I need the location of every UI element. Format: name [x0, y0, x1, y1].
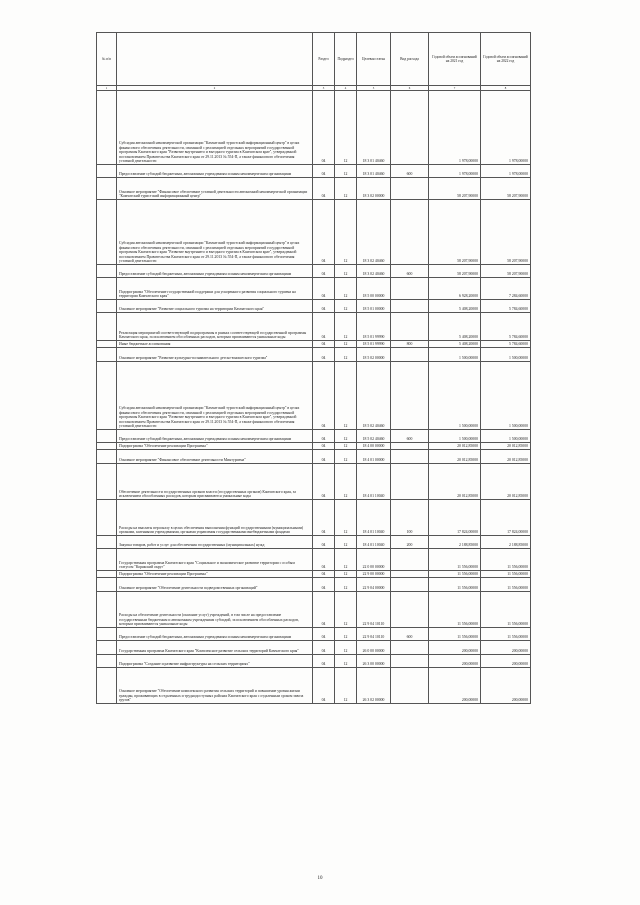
row-num-cell — [97, 265, 117, 278]
header-target: Целевая статья — [357, 33, 391, 86]
row-subsection: 12 — [335, 549, 357, 571]
row-amount-2021: 5 408,20000 — [429, 313, 481, 341]
row-amount-2021: 11 556,00000 — [429, 628, 481, 641]
header-name — [117, 33, 313, 86]
row-expense — [391, 91, 429, 165]
row-target: 18 3 02 40460 — [357, 200, 391, 265]
row-description: Закупка товаров, работ и услуг для обеспечения государственных (муниципальных) нужд — [117, 536, 313, 549]
row-description: Расходы на выплаты персоналу в целях обеспечения выполнения функций государственными (муниципальными) органами, казенными учреждениями, органами управления государственными внебюджетными фондами — [117, 500, 313, 536]
row-section: 04 — [313, 500, 335, 536]
table-row — [97, 578, 531, 592]
table-row — [97, 91, 531, 165]
row-section: 04 — [313, 536, 335, 549]
row-target: 18 5 01 99990 — [357, 341, 391, 348]
column-number: 3 — [313, 86, 335, 91]
row-expense: 600 — [391, 628, 429, 641]
row-expense: 600 — [391, 265, 429, 278]
row-amount-2022: 2 188,85000 — [481, 536, 531, 549]
row-description: Подпрограмма "Создание и развитие инфраструктуры на сельских территориях" — [117, 655, 313, 668]
row-description: Государственная программа Камчатского края "Комплексное развитие сельских территорий Камчатского края" — [117, 641, 313, 655]
row-expense — [391, 464, 429, 500]
row-target: 22 9 04 10110 — [357, 592, 391, 628]
row-amount-2022: 200,00000 — [481, 668, 531, 704]
row-num-cell — [97, 668, 117, 704]
row-amount-2021: 20 012,85000 — [429, 450, 481, 464]
row-subsection: 12 — [335, 300, 357, 313]
row-num-cell — [97, 91, 117, 165]
header-2021: Годовой объем ассигнований на 2021 год — [429, 33, 481, 86]
table-row — [97, 278, 531, 300]
row-target: 18 4 01 00000 — [357, 450, 391, 464]
row-section: 04 — [313, 592, 335, 628]
header-num: № п/п — [97, 33, 117, 86]
row-section: 04 — [313, 265, 335, 278]
row-expense — [391, 450, 429, 464]
row-amount-2022: 1 500,00000 — [481, 362, 531, 430]
row-amount-2021: 20 012,85000 — [429, 443, 481, 450]
row-expense — [391, 178, 429, 200]
row-section: 04 — [313, 178, 335, 200]
row-amount-2021: 2 188,85000 — [429, 536, 481, 549]
row-subsection: 12 — [335, 641, 357, 655]
row-subsection: 12 — [335, 348, 357, 362]
row-amount-2021: 11 556,00000 — [429, 549, 481, 571]
row-section: 04 — [313, 443, 335, 450]
row-description: Субсидия автономной некоммерческой организации "Камчатский туристский информационный центр" в целях финансового обеспечения деятельности, связанной с реализацией отдельных мероприятий государственной программы Камчатского края "Развитие внутреннего и въездного туризма в Камчатском крае", утвержденной постановлением Правительства Камчатского края от 29.11.2013 № 554-П, а также финансового обеспечения уставной деятельности — [117, 91, 313, 165]
row-amount-2022: 11 556,00000 — [481, 578, 531, 592]
row-amount-2022: 20 012,85000 — [481, 443, 531, 450]
header-section: Раздел — [313, 33, 335, 86]
row-target: 18 3 01 40460 — [357, 165, 391, 178]
table-header — [97, 33, 531, 86]
row-num-cell — [97, 178, 117, 200]
row-section: 04 — [313, 348, 335, 362]
row-section: 04 — [313, 450, 335, 464]
row-target: 18 5 02 40460 — [357, 430, 391, 443]
column-number: 2 — [117, 86, 313, 91]
row-section: 04 — [313, 165, 335, 178]
table-row — [97, 549, 531, 571]
row-amount-2021: 11 556,00000 — [429, 592, 481, 628]
row-description: Основное мероприятие "Финансовое обеспечение уставной деятельности автономной некоммерческой организации "Камчатский туристский информационный центр" — [117, 178, 313, 200]
row-description: Основное мероприятие "Обеспечение деятельности подведомственных организаций" — [117, 578, 313, 592]
row-description: Субсидия автономной некоммерческой организации "Камчатский туристский информационный центр" в целях финансового обеспечения деятельности, связанной с реализацией отдельных мероприятий государственной программы Камчатского края "Развитие внутреннего и въездного туризма в Камчатском крае", утвержденной постановлением Правительства Камчатского края от 29.11.2013 № 554-П, а также финансового обеспечения уставной деятельности — [117, 362, 313, 430]
row-expense — [391, 668, 429, 704]
row-amount-2022: 1 500,00000 — [481, 430, 531, 443]
row-description: Предоставление субсидий бюджетным, автономным учреждениям и иным некоммерческим организациям — [117, 628, 313, 641]
row-subsection: 12 — [335, 165, 357, 178]
row-num-cell — [97, 628, 117, 641]
page-number: 10 — [317, 876, 323, 881]
table-row — [97, 443, 531, 450]
row-description: Реализация мероприятий соответствующей подпрограммы в рамках соответствующей государственной программы Камчатского края, за исключением обособленных расходов, которым присваиваются уникальные коды — [117, 313, 313, 341]
row-expense — [391, 549, 429, 571]
row-num-cell — [97, 313, 117, 341]
row-amount-2021: 17 824,00000 — [429, 500, 481, 536]
row-target: 18 3 02 00000 — [357, 178, 391, 200]
row-target: 18 5 01 00000 — [357, 300, 391, 313]
row-num-cell — [97, 443, 117, 450]
table-row — [97, 592, 531, 628]
header-subsection: Подраздел — [335, 33, 357, 86]
table-row — [97, 668, 531, 704]
row-description: Предоставление субсидий бюджетным, автономным учреждениям и иным некоммерческим организациям — [117, 265, 313, 278]
row-expense — [391, 655, 429, 668]
row-subsection: 12 — [335, 313, 357, 341]
row-num-cell — [97, 278, 117, 300]
row-section: 04 — [313, 628, 335, 641]
row-target: 26 3 00 00000 — [357, 655, 391, 668]
row-amount-2022: 11 556,00000 — [481, 628, 531, 641]
row-expense — [391, 641, 429, 655]
row-amount-2021: 200,00000 — [429, 655, 481, 668]
row-expense — [391, 278, 429, 300]
row-section: 04 — [313, 655, 335, 668]
row-description: Подпрограмма "Обеспечение реализации Программы" — [117, 443, 313, 450]
table-row — [97, 165, 531, 178]
header-2022: Годовой объем ассигнований на 2022 год — [481, 33, 531, 86]
row-section: 04 — [313, 464, 335, 500]
row-target: 26 3 02 00000 — [357, 668, 391, 704]
row-num-cell — [97, 450, 117, 464]
row-target: 18 4 01 10040 — [357, 500, 391, 536]
table-row — [97, 200, 531, 265]
row-num-cell — [97, 300, 117, 313]
row-amount-2021: 1 978,00000 — [429, 91, 481, 165]
row-amount-2022: 1 978,00000 — [481, 91, 531, 165]
row-description: Иные бюджетные ассигнования — [117, 341, 313, 348]
row-section: 04 — [313, 571, 335, 578]
row-target: 22 9 00 00000 — [357, 571, 391, 578]
row-section: 04 — [313, 362, 335, 430]
row-expense: 100 — [391, 500, 429, 536]
row-amount-2022: 200,00000 — [481, 641, 531, 655]
table-row — [97, 300, 531, 313]
row-subsection: 12 — [335, 265, 357, 278]
row-amount-2021: 5 408,20000 — [429, 341, 481, 348]
row-target: 18 3 02 40460 — [357, 265, 391, 278]
row-amount-2022: 7 284,60000 — [481, 278, 531, 300]
row-target: 18 5 00 00000 — [357, 278, 391, 300]
row-num-cell — [97, 464, 117, 500]
row-num-cell — [97, 641, 117, 655]
table-row — [97, 430, 531, 443]
row-target: 22 9 04 10110 — [357, 628, 391, 641]
row-expense — [391, 362, 429, 430]
row-amount-2022: 1 978,00000 — [481, 165, 531, 178]
column-number: 5 — [357, 86, 391, 91]
column-number: 1 — [97, 86, 117, 91]
row-num-cell — [97, 362, 117, 430]
table-row — [97, 571, 531, 578]
row-amount-2022: 58 207,90000 — [481, 178, 531, 200]
row-num-cell — [97, 430, 117, 443]
row-section: 04 — [313, 578, 335, 592]
table-row — [97, 265, 531, 278]
row-amount-2022: 11 556,00000 — [481, 571, 531, 578]
row-num-cell — [97, 571, 117, 578]
row-amount-2022: 200,00000 — [481, 655, 531, 668]
table-row — [97, 628, 531, 641]
row-subsection: 12 — [335, 450, 357, 464]
row-expense: 800 — [391, 341, 429, 348]
row-amount-2022: 5 784,60000 — [481, 341, 531, 348]
row-description: Предоставление субсидий бюджетным, автономным учреждениям и иным некоммерческим организациям — [117, 165, 313, 178]
row-description: Подпрограмма "Обеспечение государственной поддержки для ускоренного развития социального туризма на территории Камчатского края" — [117, 278, 313, 300]
table-row — [97, 655, 531, 668]
row-expense: 200 — [391, 536, 429, 549]
row-section: 04 — [313, 668, 335, 704]
row-subsection: 12 — [335, 571, 357, 578]
row-amount-2022: 11 556,00000 — [481, 592, 531, 628]
row-num-cell — [97, 341, 117, 348]
row-amount-2021: 200,00000 — [429, 641, 481, 655]
row-amount-2021: 1 978,00000 — [429, 165, 481, 178]
table-row — [97, 178, 531, 200]
row-amount-2021: 1 500,00000 — [429, 348, 481, 362]
row-num-cell — [97, 348, 117, 362]
row-description: Основное мероприятие "Развитие социального туризма на территории Камчатского края" — [117, 300, 313, 313]
row-section: 04 — [313, 430, 335, 443]
row-num-cell — [97, 549, 117, 571]
row-section: 04 — [313, 91, 335, 165]
row-target: 22 0 00 00000 — [357, 549, 391, 571]
table-row — [97, 313, 531, 341]
row-target: 18 3 01 40460 — [357, 91, 391, 165]
row-description: Государственная программа Камчатского края "Социальное и экономическое развитие территории с особым статусом "Корякский округ" — [117, 549, 313, 571]
row-subsection: 12 — [335, 430, 357, 443]
row-expense — [391, 300, 429, 313]
table-row — [97, 641, 531, 655]
row-amount-2021: 200,00000 — [429, 668, 481, 704]
row-subsection: 12 — [335, 91, 357, 165]
row-target: 26 0 00 00000 — [357, 641, 391, 655]
row-amount-2021: 11 556,00000 — [429, 571, 481, 578]
row-subsection: 12 — [335, 655, 357, 668]
row-num-cell — [97, 655, 117, 668]
row-section: 04 — [313, 641, 335, 655]
row-expense: 600 — [391, 165, 429, 178]
row-num-cell — [97, 536, 117, 549]
row-amount-2021: 5 408,20000 — [429, 300, 481, 313]
column-number: 8 — [481, 86, 531, 91]
row-amount-2022: 58 207,90000 — [481, 200, 531, 265]
row-amount-2021: 11 556,00000 — [429, 578, 481, 592]
row-subsection: 12 — [335, 278, 357, 300]
row-num-cell — [97, 578, 117, 592]
row-expense — [391, 348, 429, 362]
row-num-cell — [97, 500, 117, 536]
row-expense — [391, 592, 429, 628]
header-expense: Вид расхода — [391, 33, 429, 86]
row-description: Предоставление субсидий бюджетным, автономным учреждениям и иным некоммерческим организациям — [117, 430, 313, 443]
row-section: 04 — [313, 341, 335, 348]
row-subsection: 12 — [335, 500, 357, 536]
row-expense — [391, 200, 429, 265]
row-description: Субсидия автономной некоммерческой организации "Камчатский туристский информационный центр" в целях финансового обеспечения деятельности, связанной с реализацией отдельных мероприятий государственной программы Камчатского края "Развитие внутреннего и въездного туризма в Камчатском крае", утвержденной постановлением Правительства Камчатского края от 29.11.2013 № 554-П, а также финансового обеспечения уставной деятельности — [117, 200, 313, 265]
row-num-cell — [97, 165, 117, 178]
row-expense: 600 — [391, 430, 429, 443]
row-section: 04 — [313, 313, 335, 341]
table-row — [97, 536, 531, 549]
table-row — [97, 348, 531, 362]
row-amount-2021: 58 207,90000 — [429, 178, 481, 200]
table-body — [97, 91, 531, 704]
row-expense — [391, 443, 429, 450]
row-amount-2022: 1 500,00000 — [481, 348, 531, 362]
budget-table — [96, 32, 531, 704]
row-amount-2021: 20 012,85000 — [429, 464, 481, 500]
row-section: 04 — [313, 278, 335, 300]
row-section: 04 — [313, 300, 335, 313]
row-description: Обеспечение деятельности государственных органов власти (государственных органов) Камчатского края, за исключением обособленных расходов, которым присваиваются уникальные коды — [117, 464, 313, 500]
row-description: Основное мероприятие "Финансовое обеспечение деятельности Минтуризма" — [117, 450, 313, 464]
row-subsection: 12 — [335, 628, 357, 641]
row-amount-2021: 58 207,90000 — [429, 265, 481, 278]
row-amount-2021: 6 928,20000 — [429, 278, 481, 300]
row-subsection: 12 — [335, 341, 357, 348]
column-number: 7 — [429, 86, 481, 91]
row-num-cell — [97, 592, 117, 628]
row-subsection: 12 — [335, 578, 357, 592]
row-description: Подпрограмма "Обеспечение реализации Программы" — [117, 571, 313, 578]
table-row — [97, 341, 531, 348]
row-subsection: 12 — [335, 178, 357, 200]
row-description: Основное мероприятие "Развитие культурно-познавательного детско-юношеского туризма" — [117, 348, 313, 362]
row-expense — [391, 313, 429, 341]
row-amount-2022: 5 784,60000 — [481, 300, 531, 313]
row-subsection: 12 — [335, 362, 357, 430]
row-amount-2022: 58 207,90000 — [481, 265, 531, 278]
row-target: 18 5 02 40460 — [357, 362, 391, 430]
row-amount-2022: 17 824,00000 — [481, 500, 531, 536]
row-subsection: 12 — [335, 200, 357, 265]
row-target: 18 4 01 10040 — [357, 464, 391, 500]
table-row — [97, 450, 531, 464]
row-description: Расходы на обеспечение деятельности (оказание услуг) учреждений, в том числе на предоставление государственным бюджетным и автономным учреждениям субсидий, за исключением обособленных расходов, которым присваиваются уникальные коды — [117, 592, 313, 628]
row-subsection: 12 — [335, 464, 357, 500]
row-expense — [391, 578, 429, 592]
row-amount-2022: 20 012,85000 — [481, 450, 531, 464]
row-target: 18 5 02 00000 — [357, 348, 391, 362]
table-row — [97, 464, 531, 500]
column-number: 4 — [335, 86, 357, 91]
row-subsection: 12 — [335, 668, 357, 704]
row-subsection: 12 — [335, 592, 357, 628]
row-description: Основное мероприятие "Обеспечение комплексного развития сельских территорий и повышение уровня жизни граждан, проживающих в отдаленных и труднодоступных районах Камчатского края с отдаленным сроком завоза грузов" — [117, 668, 313, 704]
row-section: 04 — [313, 200, 335, 265]
row-amount-2022: 11 556,00000 — [481, 549, 531, 571]
column-number: 6 — [391, 86, 429, 91]
row-num-cell — [97, 200, 117, 265]
row-amount-2021: 1 500,00000 — [429, 362, 481, 430]
row-section: 04 — [313, 549, 335, 571]
row-subsection: 12 — [335, 536, 357, 549]
row-amount-2022: 5 784,60000 — [481, 313, 531, 341]
row-target: 18 4 01 10040 — [357, 536, 391, 549]
row-target: 18 4 00 00000 — [357, 443, 391, 450]
row-amount-2022: 20 012,85000 — [481, 464, 531, 500]
row-expense — [391, 571, 429, 578]
table-row — [97, 500, 531, 536]
row-amount-2021: 1 500,00000 — [429, 430, 481, 443]
row-amount-2021: 58 207,90000 — [429, 200, 481, 265]
row-target: 22 9 04 00000 — [357, 578, 391, 592]
table-row — [97, 362, 531, 430]
row-subsection: 12 — [335, 443, 357, 450]
row-target: 18 5 01 99990 — [357, 313, 391, 341]
